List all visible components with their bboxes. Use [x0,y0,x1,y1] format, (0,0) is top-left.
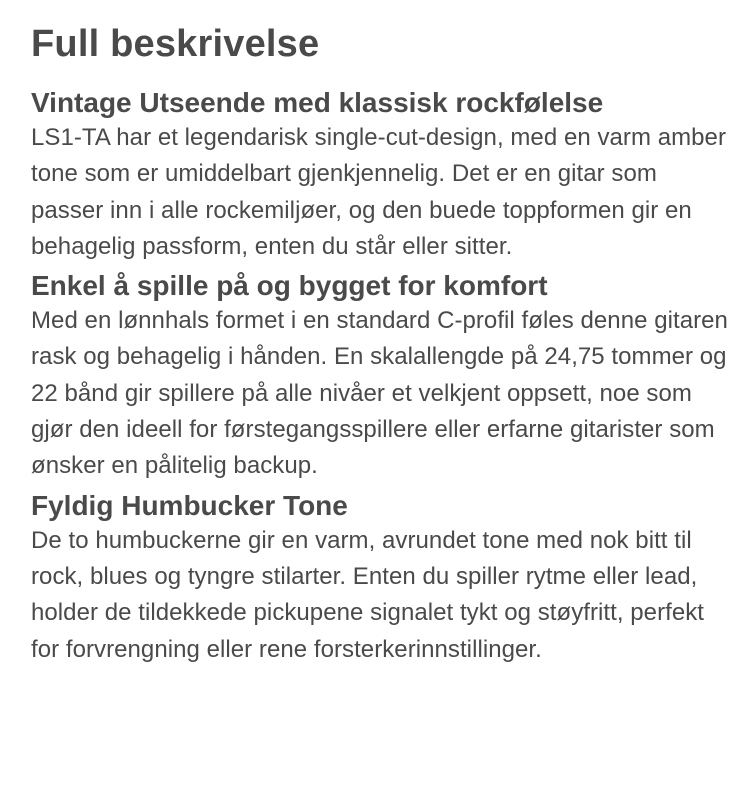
section-title: Enkel å spille på og bygget for komfort [31,270,548,302]
section-body: LS1-TA har et legendarisk single-cut-design, med en varm amber tone som er umiddelbart gjenkjennelig. Det er en gitar som passer inn i alle rockemiljøer, og den buede toppformen gir en behagelig passform, enten du står eller sitter. [31,124,726,260]
section-body: Med en lønnhals formet i en standard C-profil føles denne gitaren rask og behagelig i hånden. En skalallengde på 24,75 tommer og 22 bånd gir spillere på alle nivåer et velkjent oppsett, noe som gjør den ideell for førstegangsspillere eller erfarne gitarister som ønsker en pålitelig backup. [31,307,728,480]
section-title: Fyldig Humbucker Tone [31,489,348,521]
description-section-playability [31,269,730,484]
description-section-tone [31,489,730,668]
page-title: Full beskrivelse [31,23,320,65]
description-section-looks [31,86,730,265]
section-title: Vintage Utseende med klassisk rockfølelse [31,87,604,118]
section-body: De to humbuckerne gir en varm, avrundet tone med nok bitt til rock, blues og tyngre stilarter. Enten du spiller rytme eller lead, holder de tildekkede pickupene signalet tykt og støyfritt, perfekt for forvrengning eller rene forsterkerinnstillinger. [31,526,704,663]
